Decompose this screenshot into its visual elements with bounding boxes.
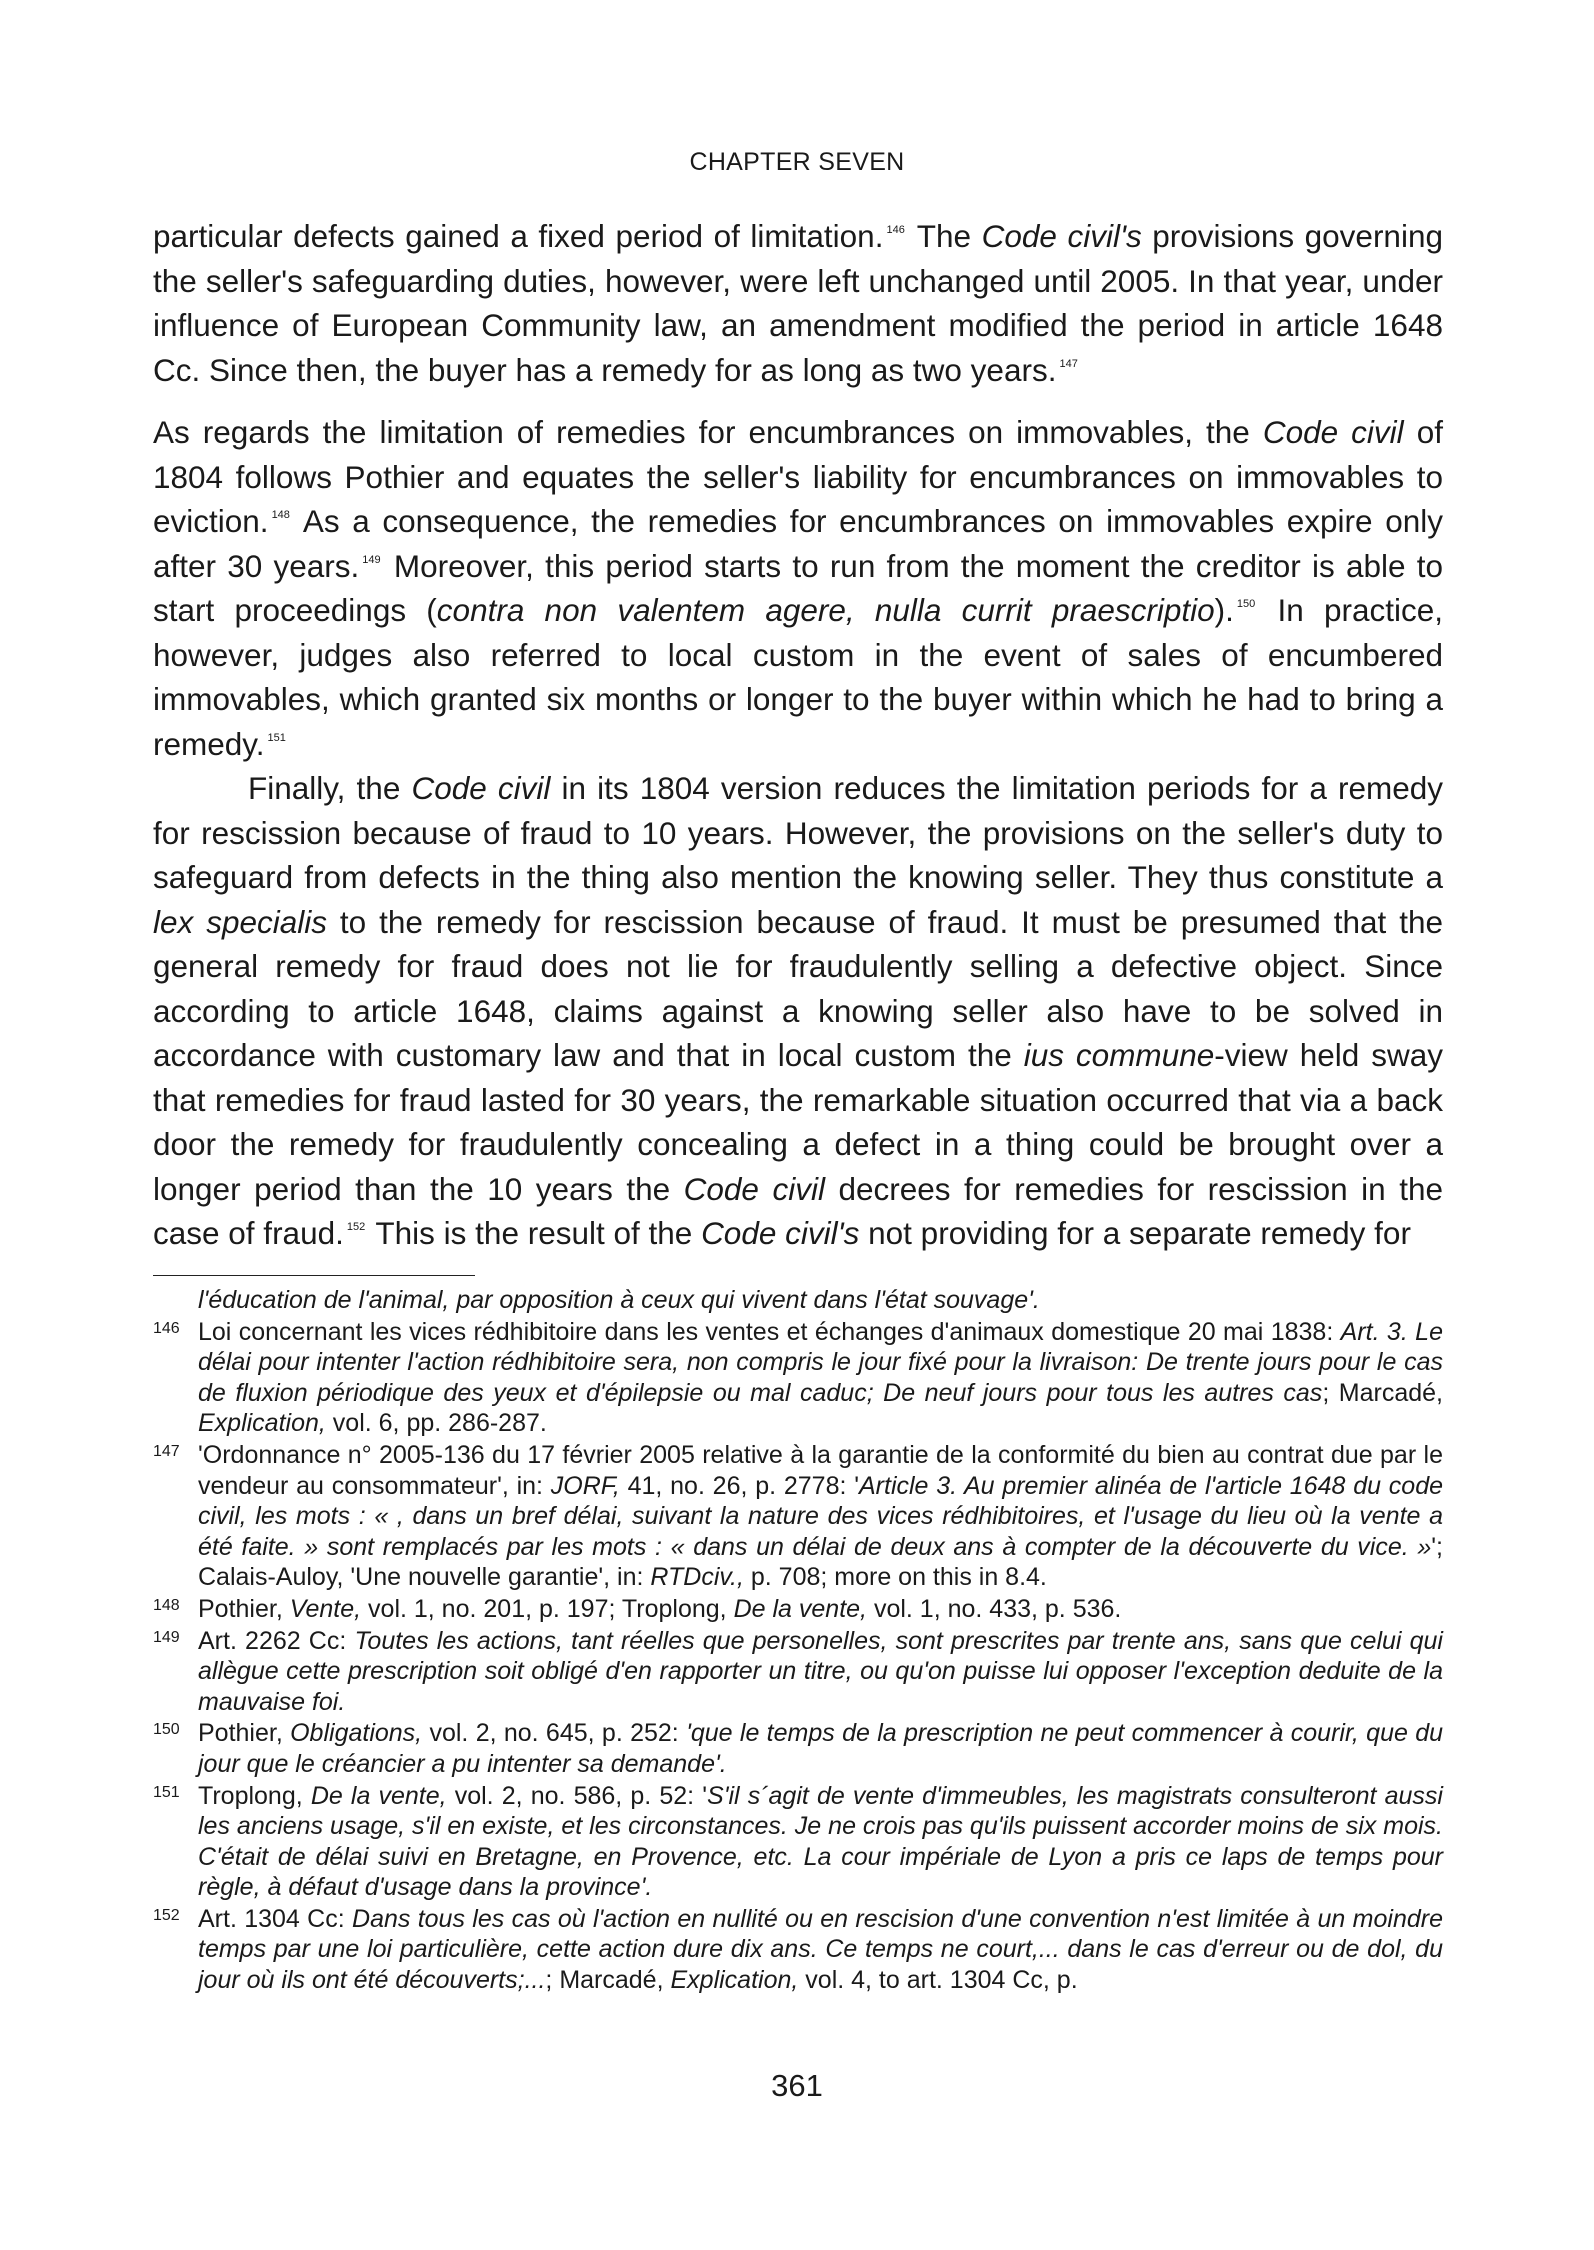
footnote-150: 150 Pothier, Obligations, vol. 2, no. 645, p. 252: 'que le temps de la prescription ne peut commencer à courir, que du jour que le créancier a pu intenter sa demande'. <box>153 1718 1443 1779</box>
footnote-number: 149 <box>153 1628 180 1646</box>
footnote-number: 152 <box>153 1906 180 1924</box>
footnote-147: 147 'Ordonnance n° 2005-136 du 17 février 2005 relative à la garantie de la conformité du bien au contrat due par le vendeur au consommateur', in: JORF, 41, no. 26, p. 2778: 'Article 3. Au premier alinéa de l'article 1648 du code civil, les mots : « , dans un bref délai, suivant la nature des vices rédhibitoires, et l'usage du lieu où la vente a été faite. » sont remplacés par les mots : « dans un délai de deux ans à compter de la découverte du vice. »'; Calais-Auloy, 'Une nouvelle garantie', in: RTDciv., p. 708; more on this in 8.4. <box>153 1440 1443 1593</box>
footnote-ref-149[interactable]: 149 <box>362 553 381 566</box>
paragraph-2: As regards the limitation of remedies for encumbrances on immovables, the Code civil of 1804 follows Pothier and equates the seller's liability for encumbrances on immovables to eviction. $^{148}$ As a consequence, the remedies for encumbrances on immovables expire only after 30 years. $^{149}$ Moreover, this period starts to run from the moment the creditor is able to start proceedings (contra non valentem agere, nulla currit praescriptio). $^{150}$ In practice, however, judges also referred to local custom in the event of sales of encumbered immovables, which granted six months or longer to the buyer within which he had to bring a remedy. $^{151}$ <box>153 414 1444 762</box>
footnote-152: 152 Art. 1304 Cc: Dans tous les cas où l'action en nullité ou en rescision d'une convention n'est limitée à un moindre temps par une loi particulière, cette action dure dix ans. Ce temps ne court,... dans le cas d'erreur ou de dol, du jour où ils ont été découverts;...; Marcadé, Explication, vol. 4, to art. 1304 Cc, p. <box>153 1904 1443 1996</box>
page-number: 361 <box>771 2068 823 2103</box>
footnote-148: 148 Pothier, Vente, vol. 1, no. 201, p. 197; Troplong, De la vente, vol. 1, no. 433, p. 536. <box>153 1594 1443 1625</box>
footnote-number: 148 <box>153 1596 180 1614</box>
main-text <box>153 214 1443 1256</box>
footnotes <box>153 1285 1443 1996</box>
footnote-151: 151 Troplong, De la vente, vol. 2, no. 586, p. 52: 'S'il s´agit de vente d'immeubles, les magistrats consulteront aussi les anciens usage, s'il en existe, et les circonstances. Je ne crois pas qu'ils puissent accorder moins de six mois. C'était de délai suivi en Bretagne, en Provence, etc. La cour impériale de Lyon a pris ce laps de temps pour règle, à défaut d'usage dans la province'. <box>153 1781 1443 1903</box>
footnote-149: 149 Art. 2262 Cc: Toutes les actions, tant réelles que personelles, sont prescrites par trente ans, sans que celui qui allègue cette prescription soit obligé d'en rapporter un titre, ou qu'on puisse lui opposer l'exception deduite de la mauvaise foi. <box>153 1626 1443 1718</box>
footnote-ref-152[interactable]: 152 <box>346 1221 366 1233</box>
running-header: CHAPTER SEVEN <box>689 148 905 176</box>
footnote-separator <box>153 1275 475 1276</box>
footnote-number: 151 <box>153 1783 180 1801</box>
footnote-ref-146[interactable]: 146 <box>886 224 905 236</box>
paragraph-1: particular defects gained a fixed period of limitation. $^{146}$ The Code civil's provisions governing the seller's safeguarding duties, however, were left unchanged until 2005. In that year, under influence of European Community law, an amendment modified the period in article 1648 Cc. Since then, the buyer has a remedy for as long as two years. $^{147}$ <box>153 218 1443 388</box>
footnote-number: 147 <box>153 1442 180 1460</box>
footnote-continuation: l'éducation de l'animal, par opposition à ceux qui vivent dans l'état souvage'. <box>198 1286 1040 1314</box>
footnote-ref-148[interactable]: 148 <box>271 509 290 521</box>
footnote-ref-147[interactable]: 147 <box>1059 357 1078 370</box>
footnote-146: 146 Loi concernant les vices rédhibitoire dans les ventes et échanges d'animaux domestique 20 mai 1838: Art. 3. Le délai pour intenter l'action rédhibitoire sera, non compris le jour fixé pour la livraison: De trente jours pour le cas de fluxion périodique des yeux et d'épilepsie ou mal caduc; De neuf jours pour tous les autres cas; Marcadé, Explication, vol. 6, pp. 286-287. <box>153 1317 1443 1439</box>
paragraph-3: Finally, the Code civil in its 1804 version reduces the limitation periods for a remedy for rescission because of fraud to 10 years. However, the provisions on the seller's duty to safeguard from defects in the thing also mention the knowing seller. They thus constitute a lex specialis to the remedy for rescission because of fraud. It must be presumed that the general remedy for fraud does not lie for fraudulently selling a defective object. Since according to article 1648, claims against a knowing seller also have to be solved in accordance with customary law and that in local custom the ius commune-view held sway that remedies for fraud lasted for 30 years, the remarkable situation occurred that via a back door the remedy for fraudulently concealing a defect in a thing could be brought over a longer period than the 10 years the Code civil decrees for remedies for rescission in the case of fraud. $^{152}$ This is the result of the Code civil's not providing for a separate remedy for <box>153 770 1443 1251</box>
footnote-ref-150[interactable]: 150 <box>1236 598 1256 610</box>
footnote-number: 150 <box>153 1721 180 1739</box>
footnote-number: 146 <box>153 1319 180 1337</box>
footnote-ref-151[interactable]: 151 <box>267 731 286 744</box>
